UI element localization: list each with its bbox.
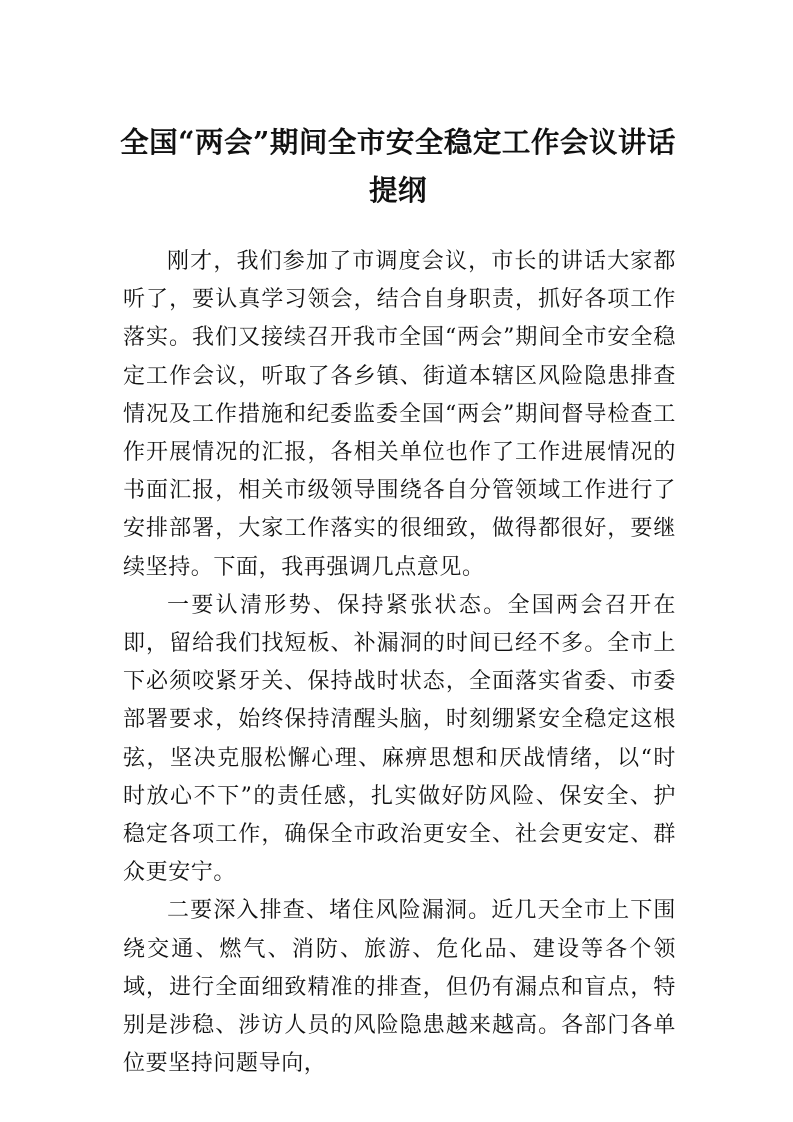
body-paragraph-point-two: 二要深入排查、堵住风险漏洞。近几天全市上下围绕交通、燃气、消防、旅游、危化品、建设等各个领域，进行全面细致精准的排查，但仍有漏点和盲点，特别是涉稳、涉访人员的风险隐患越来越高。各部门各单位要坚持问题导向，: [123, 898, 676, 1077]
body-paragraph-point-one: 一要认清形势、保持紧张状态。全国两会召开在即，留给我们找短板、补漏洞的时间已经不多。全市上下必须咬紧牙关、保持战时状态，全面落实省委、市委部署要求，始终保持清醒头脑，时刻绷紧安全稳定这根弦，坚决克服松懈心理、麻痹思想和厌战情绪，以“时时放心不下”的责任感，扎实做好防风险、保安全、护稳定各项工作，确保全市政治更安全、社会更安定、群众更安宁。: [123, 592, 676, 886]
body-paragraph-intro: 刚才，我们参加了市调度会议，市长的讲话大家都听了，要认真学习领会，结合自身职责，抓好各项工作落实。我们又接续召开我市全国“两会”期间全市安全稳定工作会议，听取了各乡镇、街道本辖区风险隐患排查情况及工作措施和纪委监委全国“两会”期间督导检查工作开展情况的汇报，各相关单位也作了工作进展情况的书面汇报，相关市级领导围绕各自分管领域工作进行了安排部署，大家工作落实的很细致，做得都很好，要继续坚持。下面，我再强调几点意见。: [123, 249, 676, 580]
document-body: [123, 243, 676, 1083]
document-title: 全国“两会”期间全市安全稳定工作会议讲话提纲: [120, 125, 676, 207]
